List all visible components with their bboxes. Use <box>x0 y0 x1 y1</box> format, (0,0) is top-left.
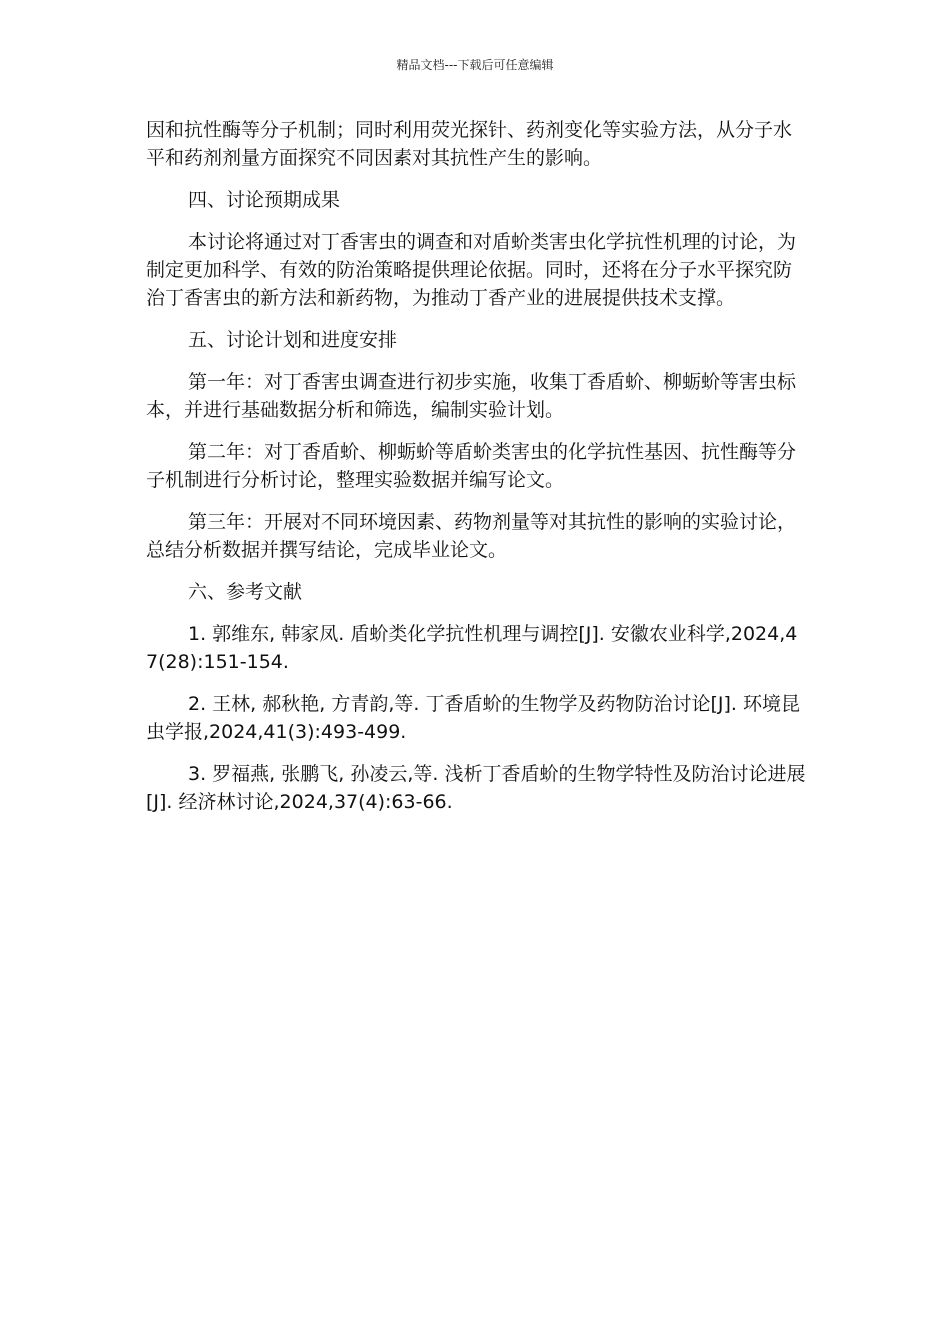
reference-item-2: 2. 王林, 郝秋艳, 方青韵,等. 丁香盾蚧的生物学及药物防治讨论[J]. 环境昆虫学报,2024,41(3):493-499. <box>146 693 800 743</box>
paragraph-year-one: 第一年：对丁香害虫调查进行初步实施，收集丁香盾蚧、柳蛎蚧等害虫标本，并进行基础数据分析和筛选，编制实验计划。 <box>146 371 797 421</box>
paragraph-continuation: 因和抗性酶等分子机制；同时利用荧光探针、药剂变化等实验方法，从分子水平和药剂剂量方面探究不同因素对其抗性产生的影响。 <box>146 119 793 169</box>
document-body <box>146 116 806 830</box>
section-heading-expected-results: 四、讨论预期成果 <box>188 189 341 211</box>
page-header: 精品文档---下载后可任意编辑 <box>396 58 554 72</box>
paragraph-year-two: 第二年：对丁香盾蚧、柳蛎蚧等盾蚧类害虫的化学抗性基因、抗性酶等分子机制进行分析讨论，整理实验数据并编写论文。 <box>146 441 797 491</box>
reference-item-1: 1. 郭维东, 韩家凤. 盾蚧类化学抗性机理与调控[J]. 安徽农业科学,2024,47(28):151-154. <box>146 623 798 673</box>
paragraph-expected-results: 本讨论将通过对丁香害虫的调查和对盾蚧类害虫化学抗性机理的讨论，为制定更加科学、有效的防治策略提供理论依据。同时，还将在分子水平探究防治丁香害虫的新方法和新药物，为推动丁香产业的进展提供技术支撑。 <box>146 231 797 309</box>
section-heading-plan-schedule: 五、讨论计划和进度安排 <box>188 329 398 351</box>
section-heading-references: 六、参考文献 <box>188 581 303 603</box>
paragraph-year-three: 第三年：开展对不同环境因素、药物剂量等对其抗性的影响的实验讨论，总结分析数据并撰写结论，完成毕业论文。 <box>146 511 797 561</box>
reference-item-3: 3. 罗福燕, 张鹏飞, 孙凌云,等. 浅析丁香盾蚧的生物学特性及防治讨论进展[J]. 经济林讨论,2024,37(4):63-66. <box>146 763 806 813</box>
